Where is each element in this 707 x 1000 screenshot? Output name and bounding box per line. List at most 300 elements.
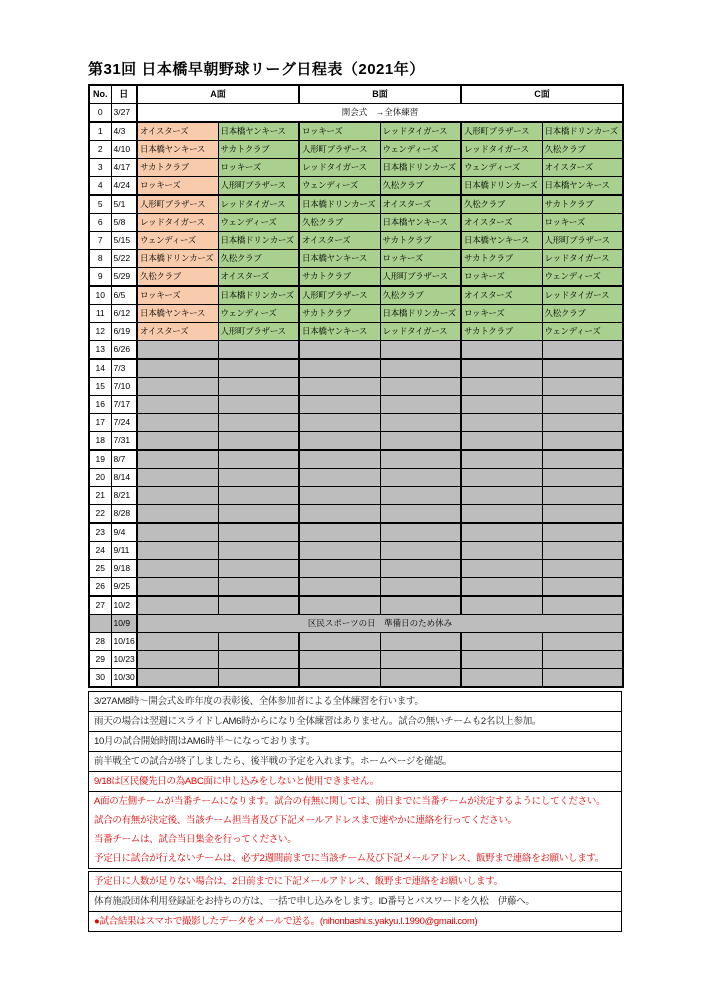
empty-slot-cell [218, 378, 299, 396]
row-number-cell: 3 [89, 159, 111, 177]
team-cell: 日本橋ドリンカーズ [218, 286, 299, 305]
team-cell: 日本橋ドリンカーズ [380, 159, 461, 177]
note-line: 試合の有無が決定後、当該チーム担当者及び下記メールアドレスまで速やかに連絡を行ってください。 [94, 815, 517, 826]
schedule-row [89, 177, 623, 196]
empty-slot-cell [299, 523, 380, 542]
empty-slot-cell [380, 596, 461, 615]
empty-slot-cell [299, 560, 380, 578]
team-cell: 日本橋ヤンキース [380, 214, 461, 232]
empty-slot-cell [137, 469, 218, 487]
team-cell: 人形町ブラザース [218, 177, 299, 196]
schedule-row [89, 323, 623, 341]
empty-slot-cell [542, 432, 623, 451]
empty-slot-cell [542, 523, 623, 542]
team-cell: 人形町ブラザース [218, 323, 299, 341]
empty-slot-cell [461, 450, 542, 469]
empty-slot-cell [137, 542, 218, 560]
team-cell: サカトクラブ [380, 232, 461, 250]
team-cell: レッドタイガース [461, 141, 542, 159]
schedule-row [89, 596, 623, 615]
row-number-cell [89, 615, 111, 633]
note-box [88, 751, 622, 772]
schedule-row [89, 268, 623, 287]
empty-slot-cell [542, 669, 623, 688]
empty-slot-cell [461, 523, 542, 542]
empty-slot-cell [542, 341, 623, 360]
holiday-cell: 区民スポーツの日 準備日のため休み [137, 615, 623, 633]
row-date-cell: 6/19 [111, 323, 137, 341]
row-date-cell: 9/18 [111, 560, 137, 578]
empty-slot-cell [218, 542, 299, 560]
empty-slot-cell [542, 542, 623, 560]
team-cell: ウェンディーズ [461, 159, 542, 177]
schedule-row [89, 651, 623, 669]
note-line: 雨天の場合は翌週にスライドしAM6時からになり全体練習はありません。試合の無いチームも2名以上参加。 [94, 716, 542, 727]
empty-slot-cell [461, 669, 542, 688]
empty-slot-cell [299, 396, 380, 414]
team-cell: 人形町ブラザース [299, 141, 380, 159]
row-number-cell: 6 [89, 214, 111, 232]
header-field-c: C面 [461, 85, 623, 104]
duty-team-cell: 日本橋ヤンキース [137, 305, 218, 323]
empty-slot-cell [380, 396, 461, 414]
team-cell: ウェンディーズ [542, 323, 623, 341]
empty-slot-cell [137, 505, 218, 524]
note-box [88, 711, 622, 732]
duty-team-cell: 日本橋ドリンカーズ [137, 250, 218, 268]
empty-slot-cell [380, 669, 461, 688]
schedule-row [89, 578, 623, 597]
team-cell: サカトクラブ [299, 268, 380, 287]
row-number-cell: 7 [89, 232, 111, 250]
team-cell: ロッキーズ [299, 122, 380, 141]
empty-slot-cell [299, 469, 380, 487]
empty-slot-cell [542, 396, 623, 414]
schedule-row [89, 542, 623, 560]
empty-slot-cell [137, 633, 218, 651]
team-cell: サカトクラブ [218, 141, 299, 159]
row-date-cell: 9/25 [111, 578, 137, 597]
row-date-cell: 8/28 [111, 505, 137, 524]
row-number-cell: 11 [89, 305, 111, 323]
schedule-row [89, 286, 623, 305]
empty-slot-cell [461, 378, 542, 396]
row-number-cell: 4 [89, 177, 111, 196]
team-cell: オイスターズ [461, 214, 542, 232]
empty-slot-cell [380, 341, 461, 360]
empty-slot-cell [461, 505, 542, 524]
empty-slot-cell [299, 378, 380, 396]
team-cell: サカトクラブ [461, 250, 542, 268]
empty-slot-cell [137, 596, 218, 615]
empty-slot-cell [542, 651, 623, 669]
empty-slot-cell [380, 414, 461, 432]
empty-slot-cell [542, 378, 623, 396]
empty-slot-cell [299, 633, 380, 651]
note-box [88, 771, 622, 792]
header-day: 日 [111, 85, 137, 104]
empty-slot-cell [137, 651, 218, 669]
row-number-cell: 29 [89, 651, 111, 669]
row-number-cell: 13 [89, 341, 111, 360]
schedule-row [89, 250, 623, 268]
row-number-cell: 10 [89, 286, 111, 305]
header-no: No. [89, 85, 111, 104]
empty-slot-cell [137, 414, 218, 432]
team-cell: レッドタイガース [299, 159, 380, 177]
team-cell: ロッキーズ [218, 159, 299, 177]
row-number-cell: 2 [89, 141, 111, 159]
row-number-cell: 19 [89, 450, 111, 469]
row-date-cell: 6/26 [111, 341, 137, 360]
duty-team-cell: ロッキーズ [137, 177, 218, 196]
row-number-cell: 5 [89, 195, 111, 214]
empty-slot-cell [218, 651, 299, 669]
row-date-cell: 10/30 [111, 669, 137, 688]
schedule-row [89, 359, 623, 378]
row-date-cell: 7/17 [111, 396, 137, 414]
schedule-row [89, 159, 623, 177]
team-cell: 人形町ブラザース [542, 232, 623, 250]
empty-slot-cell [299, 651, 380, 669]
empty-slot-cell [542, 450, 623, 469]
team-cell: 日本橋ヤンキース [299, 323, 380, 341]
note-box [88, 791, 622, 869]
empty-slot-cell [542, 505, 623, 524]
empty-slot-cell [461, 432, 542, 451]
empty-slot-cell [299, 432, 380, 451]
empty-slot-cell [218, 523, 299, 542]
empty-slot-cell [461, 487, 542, 505]
note-line: ●試合結果はスマホで撮影したデータをメールで送る。(nihonbashi.s.yakyu.l.1990@gmail.com) [94, 916, 478, 927]
empty-slot-cell [218, 505, 299, 524]
header-field-a: A面 [137, 85, 299, 104]
team-cell: オイスターズ [299, 232, 380, 250]
empty-slot-cell [380, 505, 461, 524]
row-date-cell: 4/17 [111, 159, 137, 177]
schedule-row [89, 378, 623, 396]
empty-slot-cell [380, 560, 461, 578]
schedule-row [89, 305, 623, 323]
empty-slot-cell [461, 396, 542, 414]
schedule-row [89, 141, 623, 159]
note-line: 前半戦全ての試合が終了しましたら、後半戦の予定を入れます。ホームページを確認。 [94, 756, 452, 767]
empty-slot-cell [380, 469, 461, 487]
note-line: 予定日に試合が行えないチームは、必ず2週間前までに当該チーム及び下記メールアドレス、飯野まで連絡をお願いします。 [94, 853, 605, 864]
empty-slot-cell [299, 596, 380, 615]
empty-slot-cell [380, 450, 461, 469]
row-number-cell: 30 [89, 669, 111, 688]
row-date-cell: 5/1 [111, 195, 137, 214]
empty-slot-cell [380, 359, 461, 378]
row-date-cell: 7/31 [111, 432, 137, 451]
schedule-row [89, 560, 623, 578]
empty-slot-cell [299, 542, 380, 560]
team-cell: ウェンディーズ [218, 214, 299, 232]
empty-slot-cell [218, 341, 299, 360]
empty-slot-cell [218, 487, 299, 505]
schedule-row [89, 615, 623, 633]
team-cell: ウェンディーズ [542, 268, 623, 287]
empty-slot-cell [218, 359, 299, 378]
row-number-cell: 20 [89, 469, 111, 487]
row-number-cell: 23 [89, 523, 111, 542]
empty-slot-cell [542, 633, 623, 651]
empty-slot-cell [542, 359, 623, 378]
schedule-row [89, 414, 623, 432]
team-cell: 久松クラブ [542, 141, 623, 159]
row-date-cell: 7/24 [111, 414, 137, 432]
row-number-cell: 22 [89, 505, 111, 524]
team-cell: ロッキーズ [461, 268, 542, 287]
empty-slot-cell [137, 487, 218, 505]
team-cell: ロッキーズ [461, 305, 542, 323]
duty-team-cell: ロッキーズ [137, 286, 218, 305]
empty-slot-cell [137, 669, 218, 688]
row-date-cell: 6/12 [111, 305, 137, 323]
team-cell: 久松クラブ [380, 177, 461, 196]
row-date-cell: 5/8 [111, 214, 137, 232]
row-date-cell: 10/2 [111, 596, 137, 615]
team-cell: オイスターズ [461, 286, 542, 305]
row-number-cell: 14 [89, 359, 111, 378]
schedule-row [89, 432, 623, 451]
team-cell: ウェンディーズ [218, 305, 299, 323]
schedule-document [88, 58, 622, 932]
empty-slot-cell [380, 487, 461, 505]
empty-slot-cell [137, 432, 218, 451]
empty-slot-cell [461, 414, 542, 432]
team-cell: 久松クラブ [542, 305, 623, 323]
team-cell: レッドタイガース [542, 286, 623, 305]
team-cell: サカトクラブ [461, 323, 542, 341]
row-date-cell: 5/15 [111, 232, 137, 250]
row-number-cell: 17 [89, 414, 111, 432]
team-cell: 人形町ブラザース [299, 286, 380, 305]
empty-slot-cell [461, 560, 542, 578]
row-date-cell: 8/21 [111, 487, 137, 505]
row-date-cell: 10/9 [111, 615, 137, 633]
note-line: 3/27AM8時～開会式＆昨年度の表彰後、全体参加者による全体練習を行います。 [94, 696, 424, 707]
row-number-cell: 0 [89, 104, 111, 123]
team-cell: オイスターズ [542, 159, 623, 177]
empty-slot-cell [299, 669, 380, 688]
empty-slot-cell [380, 378, 461, 396]
row-date-cell: 6/5 [111, 286, 137, 305]
row-date-cell: 8/14 [111, 469, 137, 487]
empty-slot-cell [218, 596, 299, 615]
team-cell: オイスターズ [218, 268, 299, 287]
team-cell: 日本橋ドリンカーズ [380, 305, 461, 323]
empty-slot-cell [218, 432, 299, 451]
empty-slot-cell [461, 633, 542, 651]
team-cell: レッドタイガース [380, 323, 461, 341]
team-cell: 久松クラブ [380, 286, 461, 305]
note-box [88, 891, 622, 912]
empty-slot-cell [380, 523, 461, 542]
note-box [88, 871, 622, 892]
empty-slot-cell [380, 578, 461, 597]
duty-team-cell: オイスターズ [137, 323, 218, 341]
schedule-row [89, 523, 623, 542]
empty-slot-cell [137, 560, 218, 578]
note-box [88, 691, 622, 712]
row-number-cell: 12 [89, 323, 111, 341]
team-cell: 日本橋ドリンカーズ [218, 232, 299, 250]
empty-slot-cell [380, 432, 461, 451]
empty-slot-cell [380, 542, 461, 560]
empty-slot-cell [137, 578, 218, 597]
empty-slot-cell [380, 651, 461, 669]
note-line: A面の左側チームが当番チームになります。試合の有無に関しては、前日までに当番チームが決定するようにしてください。 [94, 796, 606, 807]
row-number-cell: 28 [89, 633, 111, 651]
row-date-cell: 7/10 [111, 378, 137, 396]
row-number-cell: 24 [89, 542, 111, 560]
row-date-cell: 10/23 [111, 651, 137, 669]
header-field-b: B面 [299, 85, 461, 104]
empty-slot-cell [137, 359, 218, 378]
duty-team-cell: 久松クラブ [137, 268, 218, 287]
empty-slot-cell [380, 633, 461, 651]
empty-slot-cell [542, 469, 623, 487]
team-cell: ロッキーズ [380, 250, 461, 268]
team-cell: 日本橋ドリンカーズ [461, 177, 542, 196]
team-cell: オイスターズ [380, 195, 461, 214]
empty-slot-cell [137, 378, 218, 396]
opening-ceremony-cell: 開会式 →全体練習 [137, 104, 623, 123]
team-cell: ウェンディーズ [299, 177, 380, 196]
schedule-row [89, 469, 623, 487]
note-line: 9/18は区民優先日の為ABC面に申し込みをしないと使用できません。 [94, 776, 379, 787]
empty-slot-cell [299, 487, 380, 505]
row-date-cell: 9/4 [111, 523, 137, 542]
header-row [89, 85, 623, 104]
schedule-row [89, 122, 623, 141]
team-cell: レッドタイガース [380, 122, 461, 141]
empty-slot-cell [218, 578, 299, 597]
team-cell: 日本橋ヤンキース [299, 250, 380, 268]
schedule-row [89, 104, 623, 123]
team-cell: 人形町ブラザース [461, 122, 542, 141]
row-date-cell: 7/3 [111, 359, 137, 378]
empty-slot-cell [461, 651, 542, 669]
row-number-cell: 27 [89, 596, 111, 615]
empty-slot-cell [299, 341, 380, 360]
schedule-row [89, 633, 623, 651]
team-cell: 久松クラブ [461, 195, 542, 214]
row-date-cell: 5/22 [111, 250, 137, 268]
team-cell: 日本橋ヤンキース [218, 122, 299, 141]
schedule-row [89, 195, 623, 214]
duty-team-cell: オイスターズ [137, 122, 218, 141]
empty-slot-cell [218, 669, 299, 688]
row-number-cell: 15 [89, 378, 111, 396]
empty-slot-cell [218, 396, 299, 414]
team-cell: サカトクラブ [542, 195, 623, 214]
empty-slot-cell [218, 414, 299, 432]
duty-team-cell: レッドタイガース [137, 214, 218, 232]
empty-slot-cell [299, 505, 380, 524]
note-line: 予定日に人数が足りない場合は、2日前までに下記メールアドレス、飯野まで連絡をお願いします。 [94, 876, 503, 887]
empty-slot-cell [542, 560, 623, 578]
empty-slot-cell [137, 341, 218, 360]
empty-slot-cell [299, 578, 380, 597]
empty-slot-cell [461, 542, 542, 560]
duty-team-cell: 日本橋ヤンキース [137, 141, 218, 159]
note-line: 10月の試合開始時間はAM6時半～になっております。 [94, 736, 316, 747]
row-date-cell: 4/10 [111, 141, 137, 159]
empty-slot-cell [461, 596, 542, 615]
row-number-cell: 21 [89, 487, 111, 505]
duty-team-cell: 人形町ブラザース [137, 195, 218, 214]
row-number-cell: 1 [89, 122, 111, 141]
empty-slot-cell [218, 633, 299, 651]
team-cell: 日本橋ドリンカーズ [299, 195, 380, 214]
empty-slot-cell [218, 469, 299, 487]
empty-slot-cell [461, 359, 542, 378]
note-box [88, 911, 622, 932]
row-date-cell: 4/3 [111, 122, 137, 141]
team-cell: ウェンディーズ [380, 141, 461, 159]
row-number-cell: 25 [89, 560, 111, 578]
row-number-cell: 18 [89, 432, 111, 451]
empty-slot-cell [299, 414, 380, 432]
row-date-cell: 10/16 [111, 633, 137, 651]
row-date-cell: 8/7 [111, 450, 137, 469]
empty-slot-cell [461, 578, 542, 597]
team-cell: 久松クラブ [299, 214, 380, 232]
schedule-row [89, 341, 623, 360]
schedule-row [89, 450, 623, 469]
note-box [88, 731, 622, 752]
empty-slot-cell [218, 450, 299, 469]
team-cell: 日本橋ヤンキース [542, 177, 623, 196]
empty-slot-cell [542, 596, 623, 615]
empty-slot-cell [542, 414, 623, 432]
note-line: 体育施設団体利用登録証をお持ちの方は、一括で申し込みをします。ID番号とパスワードを久松 伊藤へ。 [94, 896, 535, 907]
team-cell: 日本橋ドリンカーズ [542, 122, 623, 141]
empty-slot-cell [137, 523, 218, 542]
team-cell: レッドタイガース [218, 195, 299, 214]
schedule-table [88, 84, 624, 688]
team-cell: 日本橋ヤンキース [461, 232, 542, 250]
empty-slot-cell [542, 487, 623, 505]
team-cell: サカトクラブ [299, 305, 380, 323]
row-date-cell: 9/11 [111, 542, 137, 560]
empty-slot-cell [542, 578, 623, 597]
duty-team-cell: サカトクラブ [137, 159, 218, 177]
team-cell: レッドタイガース [542, 250, 623, 268]
row-number-cell: 9 [89, 268, 111, 287]
empty-slot-cell [137, 450, 218, 469]
row-number-cell: 16 [89, 396, 111, 414]
row-number-cell: 26 [89, 578, 111, 597]
note-line: 当番チームは、試合当日集金を行ってください。 [94, 834, 297, 845]
notes-section [88, 691, 622, 932]
row-date-cell: 4/24 [111, 177, 137, 196]
schedule-row [89, 396, 623, 414]
row-date-cell: 3/27 [111, 104, 137, 123]
team-cell: 人形町ブラザース [380, 268, 461, 287]
schedule-row [89, 214, 623, 232]
empty-slot-cell [299, 359, 380, 378]
page-title: 第31回 日本橋早朝野球リーグ日程表（2021年） [88, 61, 425, 78]
row-date-cell: 5/29 [111, 268, 137, 287]
schedule-row [89, 487, 623, 505]
row-number-cell: 8 [89, 250, 111, 268]
team-cell: ロッキーズ [542, 214, 623, 232]
empty-slot-cell [218, 560, 299, 578]
